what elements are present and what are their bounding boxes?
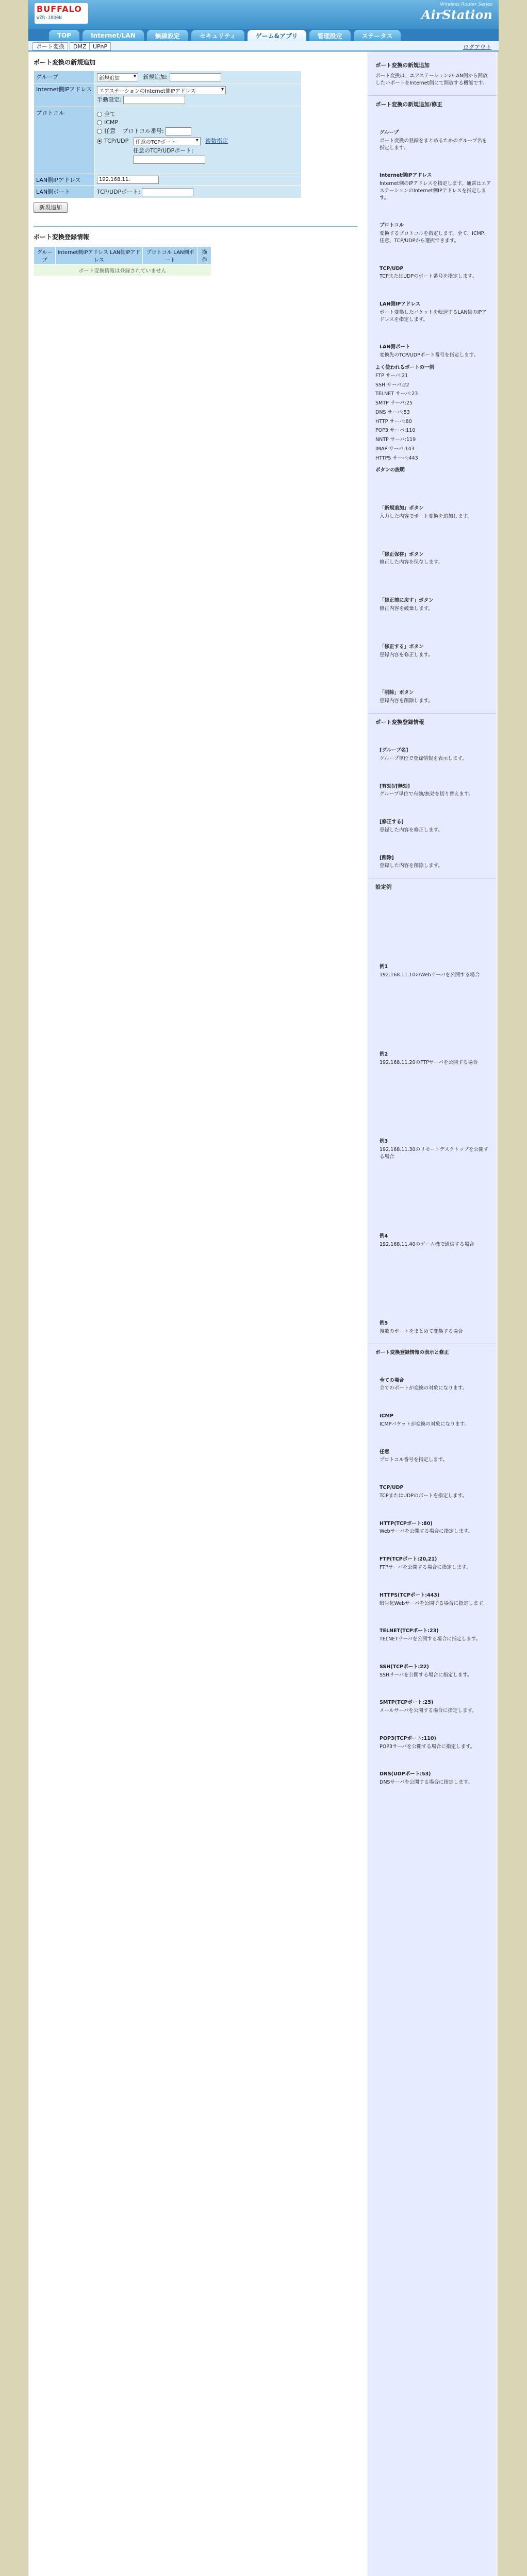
protocol-no-input[interactable]	[166, 127, 191, 135]
help-field-heading: グループ	[380, 129, 399, 135]
help-button-heading: 「修正保存」ボタン	[380, 551, 424, 557]
protocol-tcpudp-label: TCP/UDP	[104, 138, 129, 144]
help-field-text: ポート変換の登録をまとめるためのグループ名を指定します。	[380, 138, 487, 151]
tab-status[interactable]: ステータス	[354, 30, 401, 41]
help-list-item	[380, 855, 491, 870]
help-bullet-text: 全てのポートが変換の対象になります。	[380, 1385, 468, 1392]
help-button	[380, 597, 491, 613]
help-bullet-heading: 任意	[380, 1449, 390, 1455]
help-list-item	[380, 819, 491, 834]
help-title: ポート変換の新規追加	[375, 62, 430, 69]
help-bullet-text: TELNETサーバを公開する場合に指定します。	[380, 1636, 481, 1642]
help-edit-title: ポート変換の新規追加/修正	[375, 101, 442, 108]
help-ports-list	[375, 372, 491, 462]
help-example-heading: 例4	[380, 1233, 388, 1239]
help-bullet-text: TCPまたはUDPのポートを指定します。	[380, 1493, 467, 1499]
help-port-item: HTTP サーバ:80	[375, 418, 412, 425]
help-button-heading: 「修正する」ボタン	[380, 643, 424, 650]
help-port-item: POP3 サーバ:110	[375, 428, 416, 434]
tcp-port-hint: 任意のTCP/UDPポート:	[133, 147, 193, 154]
help-list-item-heading: [削除]	[380, 855, 394, 861]
help-bullet-heading: HTTPS(TCPポート:443)	[380, 1592, 440, 1598]
help-example-text: 192.168.11.40のゲーム機で通信する場合	[380, 1241, 474, 1247]
help-divider	[368, 713, 497, 714]
main-tabs	[28, 29, 499, 41]
help-bullet-text: FTPサーバを公開する場合に指定します。	[380, 1565, 471, 1570]
help-list-item-text: グループ単位で有効/無効を切り替えます。	[380, 791, 474, 798]
help-bullet-heading: DNS(UDPポート:53)	[380, 1771, 431, 1777]
help-bullet-text: POP3サーバを公開する場合に指定します。	[380, 1743, 475, 1750]
section-divider	[34, 226, 357, 227]
internet-ip-select[interactable]: エアステーションのInternet側IPアドレス ▾	[97, 86, 226, 94]
help-bullets-title: ポート変換登録情報の表示と修正	[375, 1349, 449, 1355]
port-forward-list	[34, 246, 211, 276]
tab-security[interactable]: セキュリティ	[191, 30, 244, 41]
protocol-any-label: 任意	[104, 128, 116, 134]
brand-text: BUFFALO	[37, 4, 82, 14]
help-example-heading: 例5	[380, 1320, 388, 1327]
help-list-item-heading: [修正する]	[380, 819, 404, 825]
subtab-dmz[interactable]: DMZ	[70, 42, 90, 50]
help-port-item: FTP サーバ:21	[375, 372, 408, 379]
help-bullet-heading: FTP(TCPポート:20,21)	[380, 1556, 437, 1563]
help-bullet-heading: TCP/UDP	[380, 1485, 404, 1491]
help-field-text: ポート変換したパケットを転送するLAN側のIPアドレスを指定します。	[380, 309, 487, 323]
help-buttons-title: ボタンの説明	[375, 467, 405, 473]
group-select[interactable]: 新規追加 ▾	[97, 73, 138, 81]
help-field	[380, 172, 491, 201]
help-bullet-heading: SMTP(TCPポート:25)	[380, 1700, 434, 1706]
subtab-port-forwarding[interactable]: ポート変換	[32, 42, 68, 50]
help-example-text: 192.168.11.20のFTPサーバを公開する場合	[380, 1059, 478, 1065]
col-action: 操作	[198, 247, 211, 265]
list-title: ポート変換登録情報	[34, 233, 90, 241]
tab-wireless[interactable]: 無線設定	[147, 30, 188, 41]
help-port-item: HTTPS サーバ:443	[375, 455, 418, 461]
group-new-label: 新規追加:	[143, 74, 168, 80]
help-bullet-heading: POP3(TCPポート:110)	[380, 1735, 436, 1741]
help-example	[380, 1320, 491, 1335]
help-bullet-text: プロトコル番号を指定します。	[380, 1457, 448, 1463]
internet-ip-label: Internet側IPアドレス	[34, 83, 95, 107]
manual-label: 手動設定:	[97, 96, 122, 103]
help-field-heading: LAN側ポート	[380, 344, 410, 350]
help-port-item: DNS サーバ:53	[375, 409, 410, 415]
help-list-item-heading: [有効]/[無効]	[380, 783, 410, 789]
buffalo-logo	[35, 3, 88, 24]
help-ports-title: よく使われるポートの一例	[375, 364, 435, 370]
protocol-icmp-label: ICMP	[104, 119, 119, 126]
help-field-heading: プロトコル	[380, 223, 404, 229]
help-example	[380, 1138, 491, 1160]
protocol-no-label: プロトコル番号:	[122, 128, 164, 134]
help-bullet	[380, 1628, 491, 1643]
help-bullet-text: メールサーバを公開する場合に指定します。	[380, 1708, 477, 1714]
help-examples-title: 設定例	[375, 884, 392, 891]
help-example-heading: 例3	[380, 1139, 388, 1145]
lan-ip-input[interactable]: 192.168.11.	[97, 176, 159, 184]
add-button[interactable]: 新規追加	[34, 202, 68, 213]
help-bullet-heading: SSH(TCPポート:22)	[380, 1664, 429, 1670]
help-list-title: ポート変換登録情報	[375, 719, 424, 725]
help-list-item-text: 登録した内容を修正します。	[380, 827, 443, 833]
product-subtitle: Wireless Router Series	[440, 2, 492, 7]
help-button	[380, 551, 491, 567]
help-bullet	[380, 1520, 491, 1536]
main-content	[34, 58, 357, 276]
manual-ip-input[interactable]	[123, 96, 185, 104]
product-name: AirStation	[421, 7, 492, 22]
help-bullet-heading: TELNET(TCPポート:23)	[380, 1628, 439, 1634]
tab-admin[interactable]: 管理設定	[309, 30, 351, 41]
help-field-text: TCPまたはUDPのポート番号を指定します。	[380, 274, 477, 280]
help-example-heading: 例1	[380, 964, 388, 970]
header-bar	[28, 0, 499, 29]
help-bullet	[380, 1592, 491, 1607]
help-field	[380, 265, 491, 281]
help-button-heading: 「新規追加」ボタン	[380, 505, 424, 512]
help-port-item: SSH サーバ:22	[375, 382, 409, 388]
help-example-text: 複数のポートをまとめて変換する場合	[380, 1329, 463, 1335]
help-button-text: 登録内容を修正します。	[380, 652, 433, 658]
help-port-item: IMAP サーバ:143	[375, 446, 415, 452]
help-field-text: Internet側のIPアドレスを指定します。通常はエアステーションのInternet側IPアドレスを指定します。	[380, 181, 491, 201]
help-port-item: NNTP サーバ:119	[375, 437, 416, 443]
help-bullet-text: ICMPパケットが変換の対象になります。	[380, 1421, 470, 1427]
help-bullet	[380, 1664, 491, 1679]
help-port-item: SMTP サーバ:25	[375, 400, 413, 406]
help-bullet	[380, 1699, 491, 1715]
help-example-text: 192.168.11.30のリモートデスクトップを公開する場合	[380, 1147, 488, 1160]
help-list-item	[380, 747, 491, 762]
help-bullet-text: 暗号化Webサーバを公開する場合に指定します。	[380, 1600, 488, 1606]
protocol-label: プロトコル	[34, 107, 95, 174]
col-protocol: プロトコル LAN側ポート	[142, 247, 197, 265]
help-list-item	[380, 783, 491, 799]
multi-spec-link[interactable]: 複数指定	[205, 138, 228, 144]
help-divider	[368, 95, 497, 96]
form-title: ポート変換の新規追加	[34, 59, 96, 66]
help-field-heading: Internet側IPアドレス	[380, 173, 432, 179]
help-port-item: TELNET サーバ:23	[375, 391, 418, 397]
logout-link[interactable]: ログアウト	[463, 44, 491, 50]
protocol-all-label: 全て	[104, 111, 116, 117]
help-bullet	[380, 1735, 491, 1751]
protocol-any-radio[interactable]	[97, 129, 102, 134]
port-forward-form	[34, 71, 302, 198]
lan-port-input[interactable]	[142, 188, 193, 196]
help-button	[380, 689, 491, 705]
help-field-text: 変換するプロトコルを指定します。全て、ICMP、任意、TCP/UDPから選択できます。	[380, 231, 489, 244]
lan-port-label: LAN側ポート	[34, 186, 95, 198]
help-field-list	[375, 129, 491, 359]
help-button-heading: 「修正前に戻す」ボタン	[380, 598, 434, 604]
model-text: WZR-1800N	[37, 15, 62, 21]
help-list-item-text: 登録した内容を削除します。	[380, 863, 443, 869]
help-bullet	[380, 1771, 491, 1786]
help-button	[380, 643, 491, 659]
help-bullet	[380, 1377, 491, 1393]
help-button-heading: 「削除」ボタン	[380, 690, 414, 696]
help-bullet-heading: HTTP(TCPポート:80)	[380, 1520, 433, 1527]
help-bullet-text: DNSサーバを公開する場合に指定します。	[380, 1780, 473, 1786]
help-bullet-text: Webサーバを公開する場合に指定します。	[380, 1529, 473, 1535]
help-button	[380, 505, 491, 520]
group-new-input[interactable]	[170, 73, 221, 81]
help-bullets-list	[375, 1377, 491, 1786]
help-examples-list	[375, 963, 491, 1335]
help-example-heading: 例2	[380, 1051, 388, 1057]
help-field-heading: LAN側IPアドレス	[380, 301, 421, 308]
sub-menu-bar	[28, 41, 499, 52]
lan-ip-label: LAN側IPアドレス	[34, 174, 95, 186]
subtab-upnp[interactable]: UPnP	[89, 42, 111, 50]
help-bullet	[380, 1556, 491, 1571]
tcp-port-select[interactable]: 任意のTCPポート ▾	[134, 137, 201, 145]
help-field	[380, 222, 491, 244]
protocol-all-radio[interactable]	[97, 112, 102, 117]
help-example-text: 192.168.11.10のWebサーバを公開する場合	[380, 972, 480, 978]
help-bullet	[380, 1484, 491, 1500]
help-button-text: 修正内容を破棄します。	[380, 606, 433, 612]
tcp-port-input[interactable]	[133, 156, 205, 164]
help-field	[380, 344, 491, 359]
help-list-items	[375, 747, 491, 870]
col-group: グループ	[34, 247, 56, 265]
help-field-text: 変換先のTCP/UDPポート番号を指定します。	[380, 352, 479, 359]
page-frame	[28, 0, 498, 2576]
protocol-tcpudp-radio[interactable]	[97, 139, 102, 144]
help-panel	[368, 52, 497, 2576]
help-bullet-heading: ICMP	[380, 1413, 393, 1419]
help-list-item-heading: [グループ名]	[380, 748, 408, 754]
help-button-text: 修正した内容を保存します。	[380, 560, 443, 566]
empty-list-message: ポート変換情報は登録されていません	[34, 265, 211, 276]
help-bullet	[380, 1449, 491, 1464]
tab-internet-lan[interactable]: Internet/LAN	[83, 30, 144, 41]
help-bullet-text: SSHサーバを公開する場合に指定します。	[380, 1672, 472, 1678]
help-field-heading: TCP/UDP	[380, 265, 404, 272]
help-bullet	[380, 1413, 491, 1428]
help-example	[380, 1233, 491, 1248]
tab-top[interactable]: TOP	[49, 30, 79, 41]
tab-game-apps[interactable]: ゲーム&アプリ	[248, 30, 306, 41]
help-intro: ポート変換は、エアステーションのLAN側から開放したいポートをInternet側にて開放する機能です。	[375, 73, 488, 86]
help-list-item-text: グループ単位で登録情報を表示します。	[380, 755, 467, 761]
help-button-text: 入力した内容でポート変換を追加します。	[380, 513, 472, 519]
protocol-icmp-radio[interactable]	[97, 120, 102, 125]
help-buttons-list	[375, 505, 491, 705]
help-example	[380, 963, 491, 979]
help-bullet-heading: 全ての場合	[380, 1377, 404, 1383]
help-example	[380, 1051, 491, 1066]
help-field	[380, 301, 491, 323]
group-label: グループ	[34, 71, 95, 83]
col-ip: Internet側IPアドレス LAN側IPアドレス	[56, 247, 143, 265]
help-button-text: 登録内容を削除します。	[380, 698, 433, 704]
help-field	[380, 129, 491, 151]
lan-port-hint: TCP/UDPポート:	[97, 189, 140, 195]
